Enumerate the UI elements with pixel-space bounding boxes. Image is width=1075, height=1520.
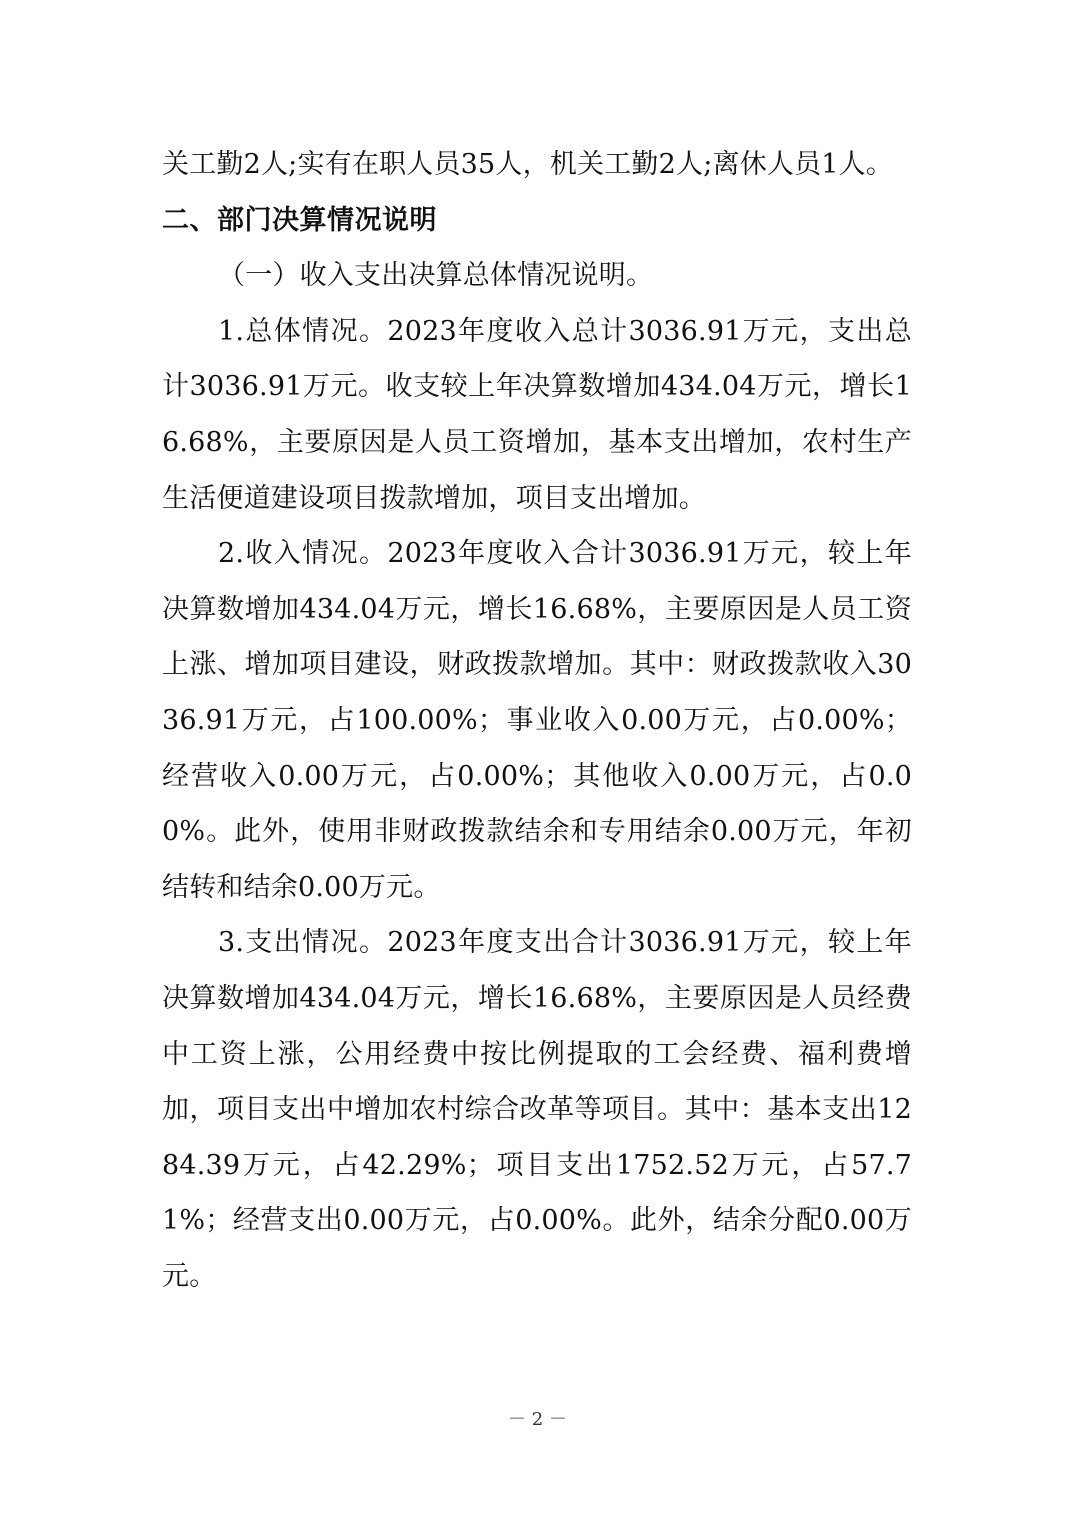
- subsection-heading: （一）收入支出决算总体情况说明。: [218, 260, 654, 292]
- expenditure-situation-paragraph: 3.支出情况。2023年度支出合计3036.91万元，较上年决算数增加434.04万元，增长16.68%，主要原因是人员经费中工资上涨，公用经费中按比例提取的工会经费、福利费增加，项目支出中增加农村综合改革等项目。其中：基本支出1284.39万元，占42.29%；项目支出1752.52万元，占57.71%；经营支出0.00万元，占0.00%。此外，结余分配0.00万元。: [162, 927, 912, 1292]
- income-situation-paragraph: 2.收入情况。2023年度收入合计3036.91万元，较上年决算数增加434.04万元，增长16.68%，主要原因是人员工资上涨、增加项目建设，财政拨款增加。其中：财政拨款收入3036.91万元，占100.00%；事业收入0.00万元，占0.00%；经营收入0.00万元，占0.00%；其他收入0.00万元，占0.00%。此外，使用非财政拨款结余和专用结余0.00万元，年初结转和结余0.00万元。: [162, 538, 912, 903]
- page-number: － 2 －: [508, 1409, 567, 1430]
- section-heading: 二、部门决算情况说明: [162, 204, 437, 236]
- overall-situation-paragraph: 1.总体情况。2023年度收入总计3036.91万元，支出总计3036.91万元。收支较上年决算数增加434.04万元，增长16.68%，主要原因是人员工资增加，基本支出增加，农村生产生活便道建设项目拨款增加，项目支出增加。: [162, 315, 912, 514]
- staffing-paragraph-continued: 关工勤2人;实有在职人员35人，机关工勤2人;离休人员1人。: [162, 149, 894, 180]
- document-body: [162, 137, 912, 1304]
